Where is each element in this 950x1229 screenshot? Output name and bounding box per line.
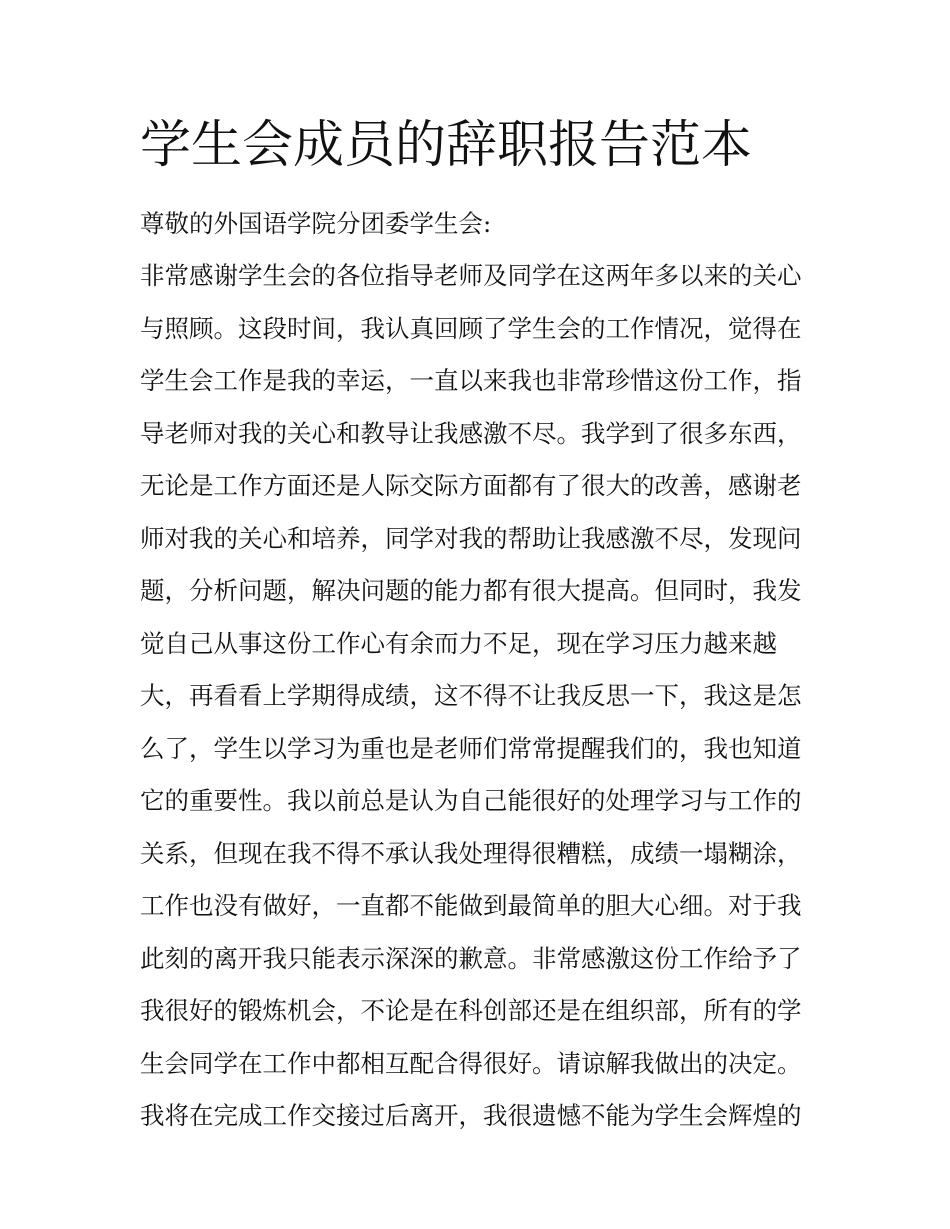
body-line: 题，分析问题，解决问题的能力都有很大提高。但同时，我发 xyxy=(140,576,802,605)
body-line: 大，再看看上学期得成绩，这不得不让我反思一下，我这是怎 xyxy=(140,681,802,710)
body-line: 导老师对我的关心和教导让我感激不尽。我学到了很多东西， xyxy=(140,418,802,448)
body-line: 生会同学在工作中都相互配合得很好。请谅解我做出的决定。 xyxy=(140,1048,802,1078)
body-line: 它的重要性。我以前总是认为自己能很好的处理学习与工作的 xyxy=(140,786,802,815)
body-line: 学生会工作是我的幸运，一直以来我也非常珍惜这份工作，指 xyxy=(140,366,802,395)
body-line: 关系，但现在我不得不承认我处理得很糟糕，成绩一塌糊涂， xyxy=(140,838,802,868)
body-line: 么了，学生以学习为重也是老师们常常提醒我们的，我也知道 xyxy=(140,733,802,763)
letter-body xyxy=(140,250,830,1143)
body-line: 我很好的锻炼机会，不论是在科创部还是在组织部，所有的学 xyxy=(140,996,802,1025)
salutation: 尊敬的外国语学院分团委学生会: xyxy=(140,209,492,238)
body-line: 工作也没有做好，一直都不能做到最简单的胆大心细。对于我 xyxy=(140,891,802,920)
body-line: 无论是工作方面还是人际交际方面都有了很大的改善，感谢老 xyxy=(140,471,802,500)
body-line: 我将在完成工作交接过后离开，我很遗憾不能为学生会辉煌的 xyxy=(140,1101,802,1130)
body-line: 师对我的关心和培养，同学对我的帮助让我感激不尽，发现问 xyxy=(140,523,802,553)
document-title: 学生会成员的辞职报告范本 xyxy=(140,116,753,175)
body-line: 非常感谢学生会的各位指导老师及同学在这两年多以来的关心 xyxy=(140,261,802,290)
body-line: 觉自己从事这份工作心有余而力不足，现在学习压力越来越 xyxy=(140,628,777,658)
body-line: 与照顾。这段时间，我认真回顾了学生会的工作情况，觉得在 xyxy=(140,313,802,343)
body-line: 此刻的离开我只能表示深深的歉意。非常感激这份工作给予了 xyxy=(140,943,802,973)
